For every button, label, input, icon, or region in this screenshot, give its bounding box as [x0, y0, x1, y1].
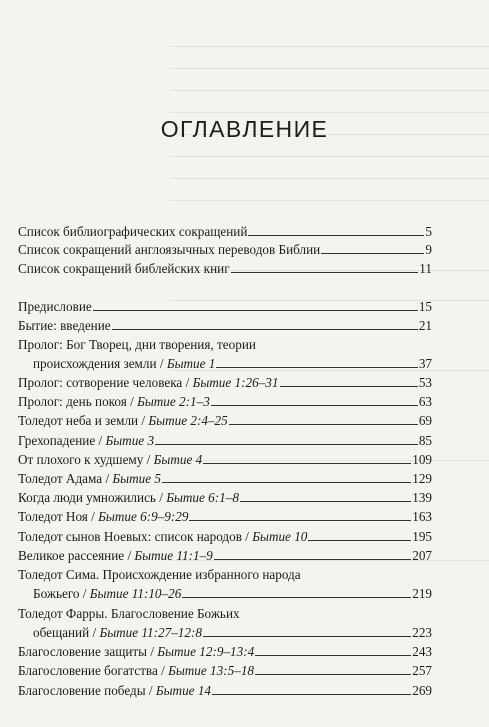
scripture-reference: Бытие 1:26–31 [192, 375, 279, 390]
toc-entry-line [18, 392, 432, 411]
ref-separator: / [182, 375, 193, 390]
leader-line [229, 411, 418, 425]
toc-entry-line [18, 507, 432, 526]
leader-line [211, 392, 418, 406]
leader-line [212, 681, 411, 695]
toc-entry-line [18, 259, 432, 278]
page-number: 219 [412, 586, 432, 601]
page-number: 129 [412, 471, 432, 486]
toc-entry[interactable] [18, 335, 432, 373]
leader-line [203, 450, 411, 464]
toc-entry-title: Великое рассеяние [18, 548, 125, 563]
leader-line [112, 316, 418, 330]
toc-entry[interactable] [18, 546, 432, 565]
page-number: 257 [412, 663, 432, 678]
toc-entry-title: Толедот Сима. Происхождение избранного народа [18, 567, 301, 582]
scripture-reference: Бытие 6:9–9:29 [98, 509, 189, 524]
ref-separator: / [126, 394, 138, 409]
scripture-reference: Бытие 1 [166, 356, 216, 371]
toc-entry[interactable] [18, 604, 432, 642]
scripture-reference: Бытие 3 [105, 433, 155, 448]
toc-entry[interactable] [18, 259, 432, 278]
toc-entry-line [18, 642, 432, 661]
scripture-reference: Бытие 11:1–9 [134, 548, 213, 563]
toc-entry[interactable] [18, 373, 432, 392]
leader-line [214, 546, 411, 560]
leader-line [240, 488, 411, 502]
toc-entry-title: Толедот Фарры. Благословение Божьих [18, 606, 240, 621]
toc-entry-title: Список сокращений англоязычных переводов Библии [18, 242, 321, 257]
toc-entry-line [18, 222, 432, 241]
toc-entry[interactable] [18, 316, 432, 335]
leader-line [255, 661, 411, 675]
leader-line [255, 642, 411, 656]
toc-entry-line [18, 604, 432, 623]
page-number: 163 [412, 509, 432, 524]
page-number: 223 [412, 625, 432, 640]
toc-entry-title: Толедот Ноя [18, 509, 88, 524]
toc-entry-line [18, 623, 432, 642]
scripture-reference: Бытие 4 [153, 452, 203, 467]
ref-separator: / [87, 509, 99, 524]
toc-entry-line [18, 565, 432, 584]
page-number: 85 [418, 433, 432, 448]
leader-line [321, 240, 424, 254]
toc-entry[interactable] [18, 527, 432, 546]
scripture-reference: Бытие 11:27–12:8 [99, 625, 202, 640]
toc-entry-line [18, 546, 432, 565]
scripture-reference: Бытие 2:4–25 [148, 413, 228, 428]
leader-line [93, 297, 418, 311]
leader-line [162, 469, 411, 483]
page-number: 109 [412, 452, 432, 467]
toc-entry-title: Пролог: день покоя [18, 394, 127, 409]
ref-separator: / [95, 433, 106, 448]
toc-entry-title: обещаний [33, 625, 90, 640]
scripture-reference: Бытие 11:10–26 [89, 586, 182, 601]
ref-separator: / [89, 625, 100, 640]
scripture-reference: Бытие 5 [112, 471, 161, 486]
leader-line [308, 527, 411, 541]
toc-entry-line [18, 488, 432, 507]
scripture-reference: Бытие 13:5–18 [168, 663, 255, 678]
ref-separator: / [157, 663, 169, 678]
page-number: 207 [412, 548, 432, 563]
toc-entry[interactable] [18, 392, 432, 411]
page-number: 243 [412, 644, 432, 659]
page-number: 195 [412, 529, 432, 544]
toc-entry-title: Пролог: Бог Творец, дни творения, теории [18, 337, 256, 352]
leader-line [280, 373, 418, 387]
leader-line [189, 507, 411, 521]
toc-entry[interactable] [18, 469, 432, 488]
page-number: 37 [418, 356, 432, 371]
page-number: 11 [419, 261, 432, 276]
toc-entry[interactable] [18, 642, 432, 661]
toc-entry-line [18, 450, 432, 469]
ref-separator: / [241, 529, 253, 544]
toc-entry-line [18, 681, 432, 700]
toc-entry-line [18, 240, 432, 259]
toc-entry-line [18, 411, 432, 430]
toc-entry-line [18, 661, 432, 680]
ref-separator: / [124, 548, 135, 563]
leader-line [231, 259, 419, 273]
toc-entry-line [18, 469, 432, 488]
page-number: 9 [425, 242, 432, 257]
leader-line [203, 623, 411, 637]
toc-entry-title: Благословение богатства [18, 663, 158, 678]
leader-line [155, 431, 418, 445]
ref-separator: / [147, 644, 158, 659]
toc-entry[interactable] [18, 411, 432, 430]
toc-entry[interactable] [18, 661, 432, 680]
toc-entry-title: Толедот сынов Ноевых: список народов [18, 529, 242, 544]
toc-entry[interactable] [18, 488, 432, 507]
page-number: 63 [418, 394, 432, 409]
toc-entry-line [18, 584, 432, 603]
page-number: 69 [418, 413, 432, 428]
leader-line [182, 584, 411, 598]
leader-line [248, 222, 424, 236]
toc-entry-title: От плохого к худшему [18, 452, 144, 467]
toc-entry-title: Список библиографических сокращений [18, 224, 248, 239]
leader-line [216, 354, 417, 368]
toc-entry-line [18, 316, 432, 335]
toc-entry-line [18, 527, 432, 546]
toc-entry-title: Список сокращений библейских книг [18, 261, 230, 276]
scripture-reference: Бытие 14 [155, 683, 212, 698]
toc-entry-title: Грехопадение [18, 433, 96, 448]
toc-entry[interactable] [18, 565, 432, 603]
toc-entry-title: Толедот Адама [18, 471, 103, 486]
scripture-reference: Бытие 6:1–8 [166, 490, 239, 505]
toc-entry-line [18, 335, 432, 354]
scripture-reference: Бытие 10 [252, 529, 308, 544]
toc-heading: ОГЛАВЛЕНИЕ [160, 116, 329, 142]
toc-entry-line [18, 297, 432, 316]
page-number: 15 [418, 299, 432, 314]
toc-entry-title: Предисловие [18, 299, 92, 314]
page-number: 5 [425, 224, 432, 239]
ref-separator: / [143, 452, 154, 467]
page-number: 269 [412, 683, 432, 698]
ref-separator: / [79, 586, 90, 601]
toc-entry[interactable] [18, 507, 432, 526]
page-number: 139 [412, 490, 432, 505]
toc-entry-title: Бытие: введение [18, 318, 111, 333]
scripture-reference: Бытие 12:9–13:4 [157, 644, 255, 659]
ref-separator: / [102, 471, 113, 486]
toc-entry-title: Божьего [33, 586, 80, 601]
toc-entry-title: происхождения земли [33, 356, 157, 371]
ref-separator: / [156, 356, 167, 371]
ref-separator: / [155, 490, 167, 505]
toc-entry[interactable] [18, 681, 432, 700]
toc-entry-title: Благословение победы [18, 683, 146, 698]
toc-entry-line [18, 431, 432, 450]
toc-entry[interactable] [18, 450, 432, 469]
toc-entry[interactable] [18, 431, 432, 450]
ref-separator: / [145, 683, 156, 698]
toc-entry-title: Когда люди умножились [18, 490, 156, 505]
toc-entry-title: Пролог: сотворение человека [18, 375, 183, 390]
ref-separator: / [138, 413, 149, 428]
toc-entry-title: Благословение защиты [18, 644, 148, 659]
page-number: 53 [418, 375, 432, 390]
toc-entry-line [18, 373, 432, 392]
toc-entry-line [18, 354, 432, 373]
scripture-reference: Бытие 2:1–3 [137, 394, 210, 409]
toc-entry[interactable] [18, 222, 432, 241]
toc-entry[interactable] [18, 240, 432, 259]
page-number: 21 [418, 318, 432, 333]
toc-entry[interactable] [18, 297, 432, 316]
toc-entry-title: Толедот неба и земли [18, 413, 139, 428]
